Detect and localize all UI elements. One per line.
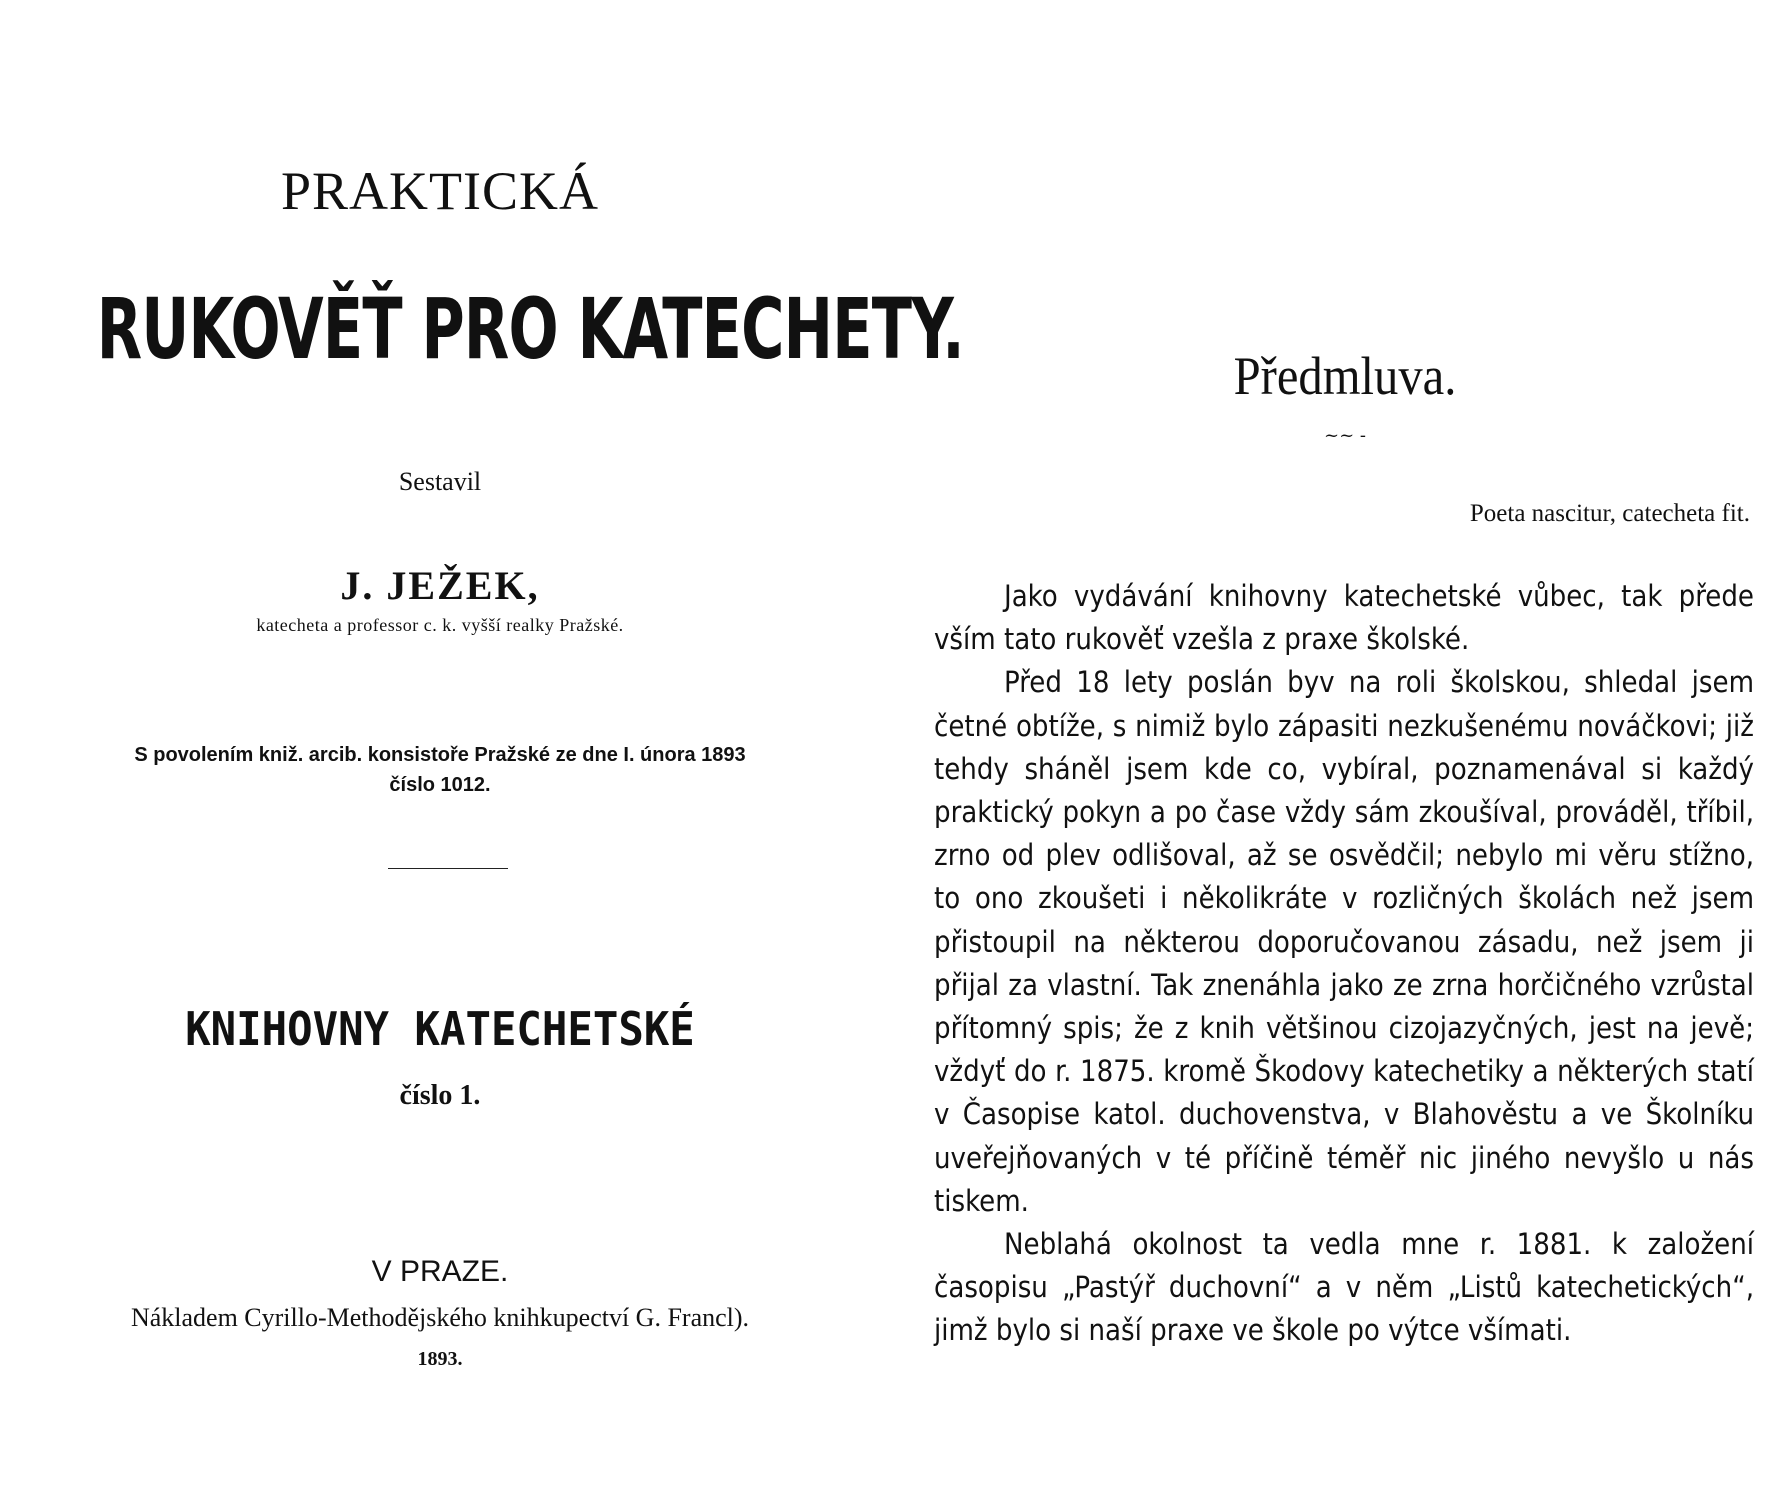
- author-name: J. JEŽEK,: [340, 563, 540, 608]
- permission-line-2: číslo 1012.: [389, 774, 491, 796]
- paragraph: Neblahá okolnost ta vedla mne r. 1881. k založení časopisu „Pastýř duchovní“ a v něm „Listů katechetických“, jimž bylo si naší praxe ve škole po výtce všímati.: [934, 1227, 1754, 1348]
- divider-rule: [388, 868, 508, 869]
- book-title: RUKOVĚŤ PRO KATECHETY.: [96, 280, 964, 378]
- preface-body: [934, 575, 1754, 1353]
- permission-line-1: S povolením kniž. arcib. konsistoře Pražské ze dne I. února 1893: [134, 744, 746, 766]
- ornament-icon: ~~ -: [1324, 425, 1366, 446]
- publication-year: 1893.: [417, 1348, 463, 1370]
- preface-page: [900, 0, 1790, 1500]
- compiled-by-label: Sestavil: [398, 467, 482, 496]
- paragraph: Jako vydávání knihovny katechetské vůbec, tak přede vším tato rukověť vzešla z praxe školské.: [934, 579, 1754, 657]
- permission-notice: [0, 740, 880, 800]
- paragraph: Před 18 lety poslán byv na roli školskou, shledal jsem četné obtíže, s nimiž bylo zápasiti nezkušenému nováčkovi; již tehdy sháněl jsem kde co, vybíral, poznamenával si každý praktický pokyn a po čase vždy sám zkoušíval, prováděl, tříbil, zrno od plev odlišoval, až se osvědčil; nebylo mi věru stížno, to ono zkoušeti i několikráte v rozličných školách než jsem přistoupil na některou doporučovanou zásadu, než jsem ji přijal za vlastní. Tak znenáhla jako ze zrna horčičného vzrůstal přítomný spis; že z knih většinou cizojazyčných, jest na jevě; vždyť do r. 1875. kromě Škodovy katechetiky a některých statí v Časopise katol. duchovenstva, v Blahověstu a ve Školníku uveřejňovaných v té příčině téměř nic jiného nevyšlo u nás tiskem.: [934, 665, 1754, 1218]
- publisher: Nákladem Cyrillo-Methodějského knihkupectví G. Francl).: [130, 1303, 750, 1332]
- motto: Poeta nascitur, catecheta fit.: [1469, 500, 1750, 527]
- title-top: PRAKTICKÁ: [280, 161, 600, 221]
- author-title: katecheta a professor c. k. vyšší realky Pražské.: [256, 615, 624, 635]
- series-title: KNIHOVNY KATECHETSKÉ: [185, 1002, 695, 1056]
- publication-city: V PRAZE.: [371, 1255, 509, 1288]
- series-number: číslo 1.: [399, 1080, 481, 1111]
- preface-heading: Předmluva.: [1233, 346, 1457, 406]
